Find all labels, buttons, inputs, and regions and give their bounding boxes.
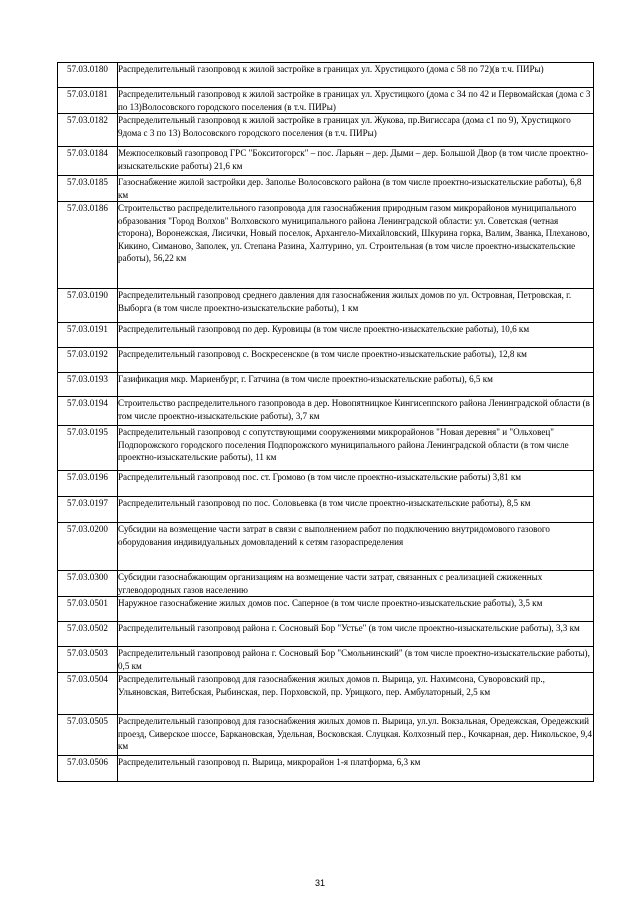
- row-code: 57.03.0182: [58, 114, 118, 147]
- table-row: [58, 756, 594, 782]
- row-description: Газификация мкр. Мариенбург, г. Гатчина (в том числе проектно-изыскательские работы), 6,5 км: [118, 373, 594, 397]
- row-code: 57.03.0197: [58, 497, 118, 523]
- row-description: Распределительный газопровод района г. Сосновый Бор "Устье" (в том числе проектно-изыскательские работы), 3,3 км: [118, 622, 594, 647]
- table-row: [58, 523, 594, 571]
- row-code: 57.03.0196: [58, 471, 118, 497]
- row-code: 57.03.0190: [58, 289, 118, 323]
- row-description: Субсидии на возмещение части затрат в связи с выполнением работ по подключению внутридомового газового оборудования индивидуальных домовладений к сетям газораспределения: [118, 523, 594, 571]
- row-description: Распределительный газопровод района г. Сосновый Бор "Смольнинский" (в том числе проектно-изыскательские работы), 0,5 км: [118, 647, 594, 673]
- table-row: [58, 202, 594, 289]
- row-description: Распределительный газопровод для газоснабжения жилых домов п. Вырица, ул.ул. Вокзальная, Оредежская, Оредежский проезд, Сиверское шоссе, Баркановская, Удельная, Восковская. Слуцкая. Колхозный пер., Кочкарная, дер. Никольское, 9,4 км: [118, 715, 594, 756]
- row-description: Распределительный газопровод п. Вырица, микрорайон 1-я платформа, 6,3 км: [118, 756, 594, 782]
- row-code: 57.03.0503: [58, 647, 118, 673]
- row-description: Распределительный газопровод по дер. Куровицы (в том числе проектно-изыскательские работы), 10,6 км: [118, 323, 594, 348]
- table-row: [58, 114, 594, 147]
- table-row: [58, 289, 594, 323]
- row-description: Строительство распределительного газопровода для газоснабжения природным газом микрорайонов муниципального образования "Город Волхов" Волховского муниципального района Ленинградской области: ул. Советская (четная сторона), Воронежская, Лисички, Новый поселок, Архангело-Михайловский, Шкурина горка, Валим, Званка, Плеханово, Кикино, Симаново, Заполек, ул. Степана Разина, Халтурино, ул. Строительная (в том числе проектно-изыскательские работы), 56,22 км: [118, 202, 594, 289]
- row-code: 57.03.0191: [58, 323, 118, 348]
- row-description: Наружное газоснабжение жилых домов пос. Саперное (в том числе проектно-изыскательские работы), 3,5 км: [118, 597, 594, 622]
- row-code: 57.03.0180: [58, 63, 118, 88]
- row-code: 57.03.0193: [58, 373, 118, 397]
- row-description: Распределительный газопровод к жилой застройке в границах ул. Жукова, пр.Вигиссара (дома с1 по 9), Хрустицкого 9дома с 3 по 13) Волосовского городского поселения (в т.ч. ПИРы): [118, 114, 594, 147]
- row-code: 57.03.0200: [58, 523, 118, 571]
- row-description: Распределительный газопровод к жилой застройке в границах ул. Хрустицкого (дома с 58 по 72)(в т.ч. ПИРы): [118, 63, 594, 88]
- table-body: [58, 63, 594, 782]
- object-table: [57, 62, 594, 782]
- row-code: 57.03.0192: [58, 348, 118, 373]
- row-code: 57.03.0502: [58, 622, 118, 647]
- table-row: [58, 647, 594, 673]
- table-row: [58, 497, 594, 523]
- table-row: [58, 426, 594, 471]
- table-row: [58, 88, 594, 114]
- row-description: Распределительный газопровод пос. ст. Громово (в том числе проектно-изыскательские работы) 3,81 км: [118, 471, 594, 497]
- table-row: [58, 147, 594, 176]
- table-row: [58, 571, 594, 597]
- table-row: [58, 373, 594, 397]
- row-code: 57.03.0501: [58, 597, 118, 622]
- row-description: Газоснабжение жилой застройки дер. Заполье Волосовского района (в том числе проектно-изыскательские работы), 6,8 км: [118, 176, 594, 202]
- row-code: 57.03.0185: [58, 176, 118, 202]
- row-description: Субсидии газоснабжающим организациям на возмещение части затрат, связанных с реализацией сжиженных углеводородных газов населению: [118, 571, 594, 597]
- row-code: 57.03.0505: [58, 715, 118, 756]
- row-code: 57.03.0184: [58, 147, 118, 176]
- row-code: 57.03.0504: [58, 673, 118, 715]
- row-code: 57.03.0300: [58, 571, 118, 597]
- row-description: Распределительный газопровод для газоснабжения жилых домов п. Вырица, ул. Нахимсона, Суворовский пр., Ульяновская, Витебская, Рыбинская, пер. Порховской, пр. Урицкого, пер. Амбулаторный, 2,5 км: [118, 673, 594, 715]
- table-row: [58, 323, 594, 348]
- table-row: [58, 63, 594, 88]
- table-row: [58, 597, 594, 622]
- row-code: 57.03.0506: [58, 756, 118, 782]
- table-row: [58, 715, 594, 756]
- table-row: [58, 176, 594, 202]
- row-code: 57.03.0181: [58, 88, 118, 114]
- table-row: [58, 397, 594, 426]
- row-description: Межпоселковый газопровод ГРС "Бокситогорск" – пос. Ларьян – дер. Дыми – дер. Большой Двор (в том числе проектно-изыскательские работы) 21,6 км: [118, 147, 594, 176]
- table-row: [58, 471, 594, 497]
- row-code: 57.03.0195: [58, 426, 118, 471]
- row-description: Распределительный газопровод с сопутствующими сооружениями микрорайонов "Новая деревня" и "Ольховец" Подпорожского городского поселения Подпорожского муниципального района Ленинградской области (в том числе проектно-изыскательские работы), 11 км: [118, 426, 594, 471]
- row-description: Распределительный газопровод среднего давления для газоснабжения жилых домов по ул. Островная, Петровская, г. Выборга (в том числе проектно-изыскательские работы), 1 км: [118, 289, 594, 323]
- row-code: 57.03.0194: [58, 397, 118, 426]
- row-code: 57.03.0186: [58, 202, 118, 289]
- row-description: Распределительный газопровод по пос. Соловьевка (в том числе проектно-изыскательские работы), 8,5 км: [118, 497, 594, 523]
- table-row: [58, 348, 594, 373]
- page-number: 31: [314, 878, 325, 888]
- row-description: Строительство распределительного газопровода в дер. Новопятницкое Кингисеппского района Ленинградской области (в том числе проектно-изыскательские работы), 3,7 км: [118, 397, 594, 426]
- table-row: [58, 673, 594, 715]
- table-row: [58, 622, 594, 647]
- row-description: Распределительный газопровод к жилой застройке в границах ул. Хрустицкого (дома с 34 по 42 и Первомайская (дома с 3 по 13)Волосовского городского поселения (в т.ч. ПИРы): [118, 88, 594, 114]
- row-description: Распределительный газопровод с. Воскресенское (в том числе проектно-изыскательские работы), 12,8 км: [118, 348, 594, 373]
